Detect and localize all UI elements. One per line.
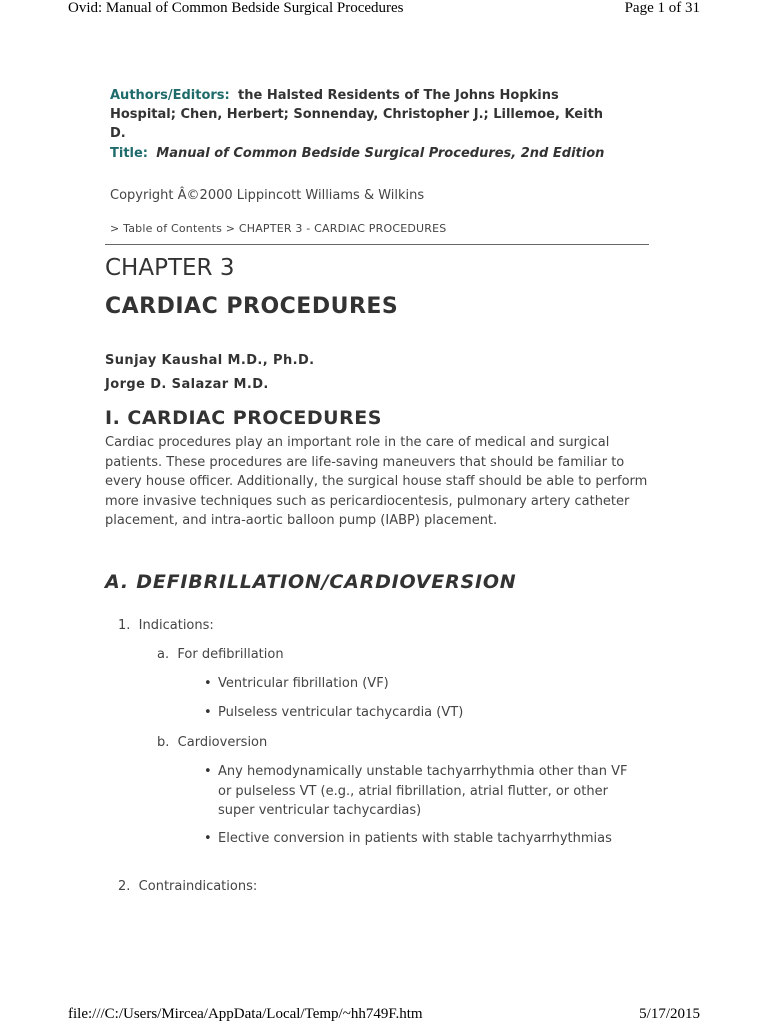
list-item-text: Contraindications: (138, 879, 258, 894)
list-item-text: Indications: (138, 618, 214, 633)
list-item-text: For defibrillation (177, 647, 284, 662)
list-item: • Elective conversion in patients with stable tachyarrhythmias (218, 829, 628, 849)
list-item-text: Cardioversion (177, 735, 268, 750)
breadcrumb-link-chapter[interactable]: CHAPTER 3 - CARDIAC PROCEDURES (238, 222, 447, 235)
breadcrumb (110, 222, 446, 235)
subsection-heading: A. DEFIBRILLATION/CARDIOVERSION (105, 571, 517, 593)
list-item: • Any hemodynamically unstable tachyarrhythmia other than VF or pulseless VT (e.g., atrial fibrillation, atrial flutter, or other super ventricular tachycardias) (218, 762, 628, 821)
breadcrumb-prefix: > (110, 222, 124, 235)
print-header-page-number: Page 1 of 31 (624, 0, 700, 16)
copyright-notice: Copyright Â©2000 Lippincott Williams & Wilkins (110, 188, 425, 203)
chapter-title: CARDIAC PROCEDURES (105, 294, 399, 319)
header-divider (105, 244, 649, 245)
chapter-number: CHAPTER 3 (105, 255, 235, 281)
list-marker: 2. (118, 879, 131, 894)
intro-paragraph: Cardiac procedures play an important role in the care of medical and surgical patients. These procedures are life-saving maneuvers that should be familiar to every house officer. Additionally, the surgical house staff should be able to perform more invasive techniques such as pericardiocentesis, pulmonary artery catheter placement, and intra-aortic balloon pump (IABP) placement. (105, 435, 648, 528)
print-footer-file-path: file:///C:/Users/Mircea/AppData/Local/Temp/~hh749F.htm (68, 1006, 423, 1022)
chapter-author: Sunjay Kaushal M.D., Ph.D. (105, 353, 315, 368)
authors-editors-label: Authors/Editors: (110, 88, 230, 103)
authors-editors-line (110, 86, 620, 143)
book-title-label: Title: (110, 146, 149, 161)
chapter-author: Jorge D. Salazar M.D. (105, 377, 269, 392)
section-heading: I. CARDIAC PROCEDURES (105, 407, 382, 429)
print-footer-date: 5/17/2015 (639, 1006, 700, 1022)
breadcrumb-link-table-of-contents[interactable]: Table of Contents (123, 222, 223, 235)
print-header-title: Ovid: Manual of Common Bedside Surgical Procedures (68, 0, 404, 16)
list-item (118, 877, 257, 897)
list-marker: a. (157, 647, 170, 662)
list-marker: 1. (118, 618, 131, 633)
book-title-line (110, 144, 620, 163)
list-item (118, 616, 214, 636)
list-marker: b. (157, 735, 170, 750)
authors-editors-value: the Halsted Residents of The Johns Hopkins Hospital; Chen, Herbert; Sonnenday, Christopher J.; Lillemoe, Keith D. (110, 88, 604, 141)
list-item: • Ventricular fibrillation (VF) (218, 674, 628, 694)
list-item (157, 733, 267, 753)
list-item (157, 645, 284, 665)
list-item: • Pulseless ventricular tachycardia (VT) (218, 703, 628, 723)
book-title-value: Manual of Common Bedside Surgical Procedures, 2nd Edition (156, 146, 605, 161)
breadcrumb-separator: > (222, 222, 239, 235)
